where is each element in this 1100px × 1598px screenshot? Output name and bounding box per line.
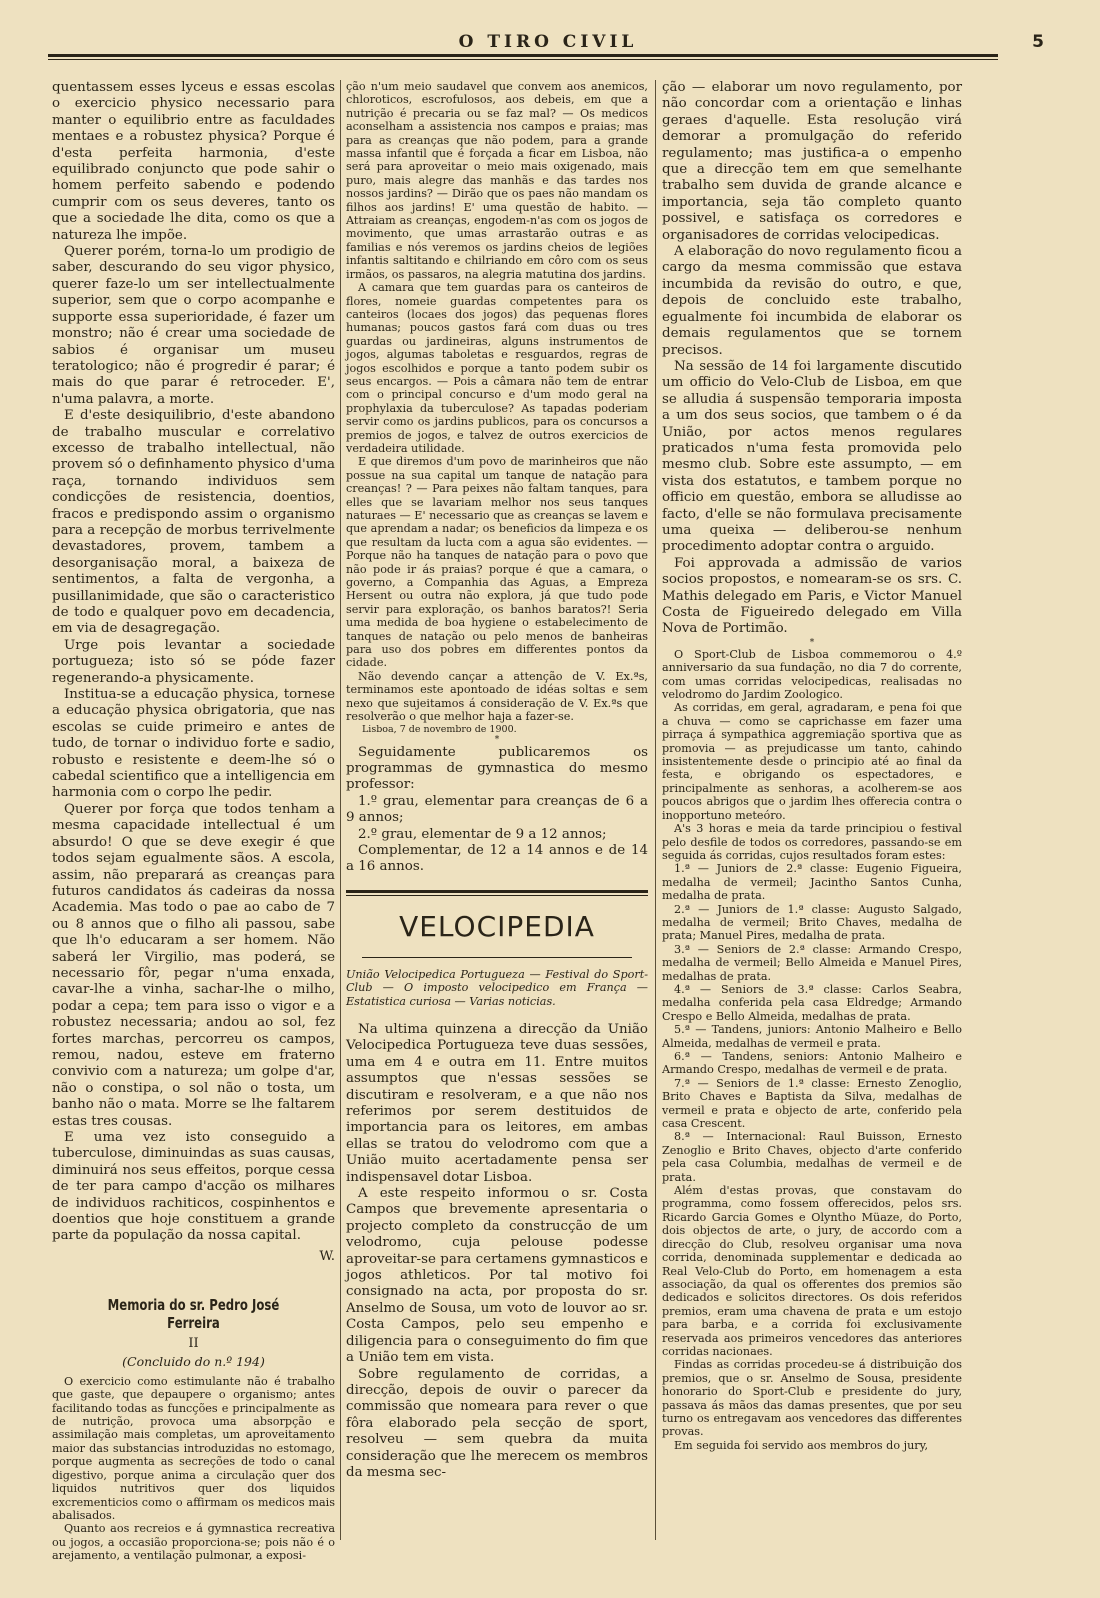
velocipedia-paragraph: ção — elaborar um novo regulamento, por não concordar com a orientação e linhas geraes d'aquelle. Esta resolução virá demorar a promulgação do referido regulamento; mas justifica-a o empenho que a direcção tem em que semelhante trabalho sem duvida de grande alcance e importancia, seja tão completo quanto possivel, e satisfaça os corredores e organisadores de corridas velocipedicas.	[662, 80, 962, 243]
schedule-intro: Seguidamente publicaremos os programmas de gymnastica do mesmo professor:	[346, 744, 648, 793]
sport-club-paragraph: Em seguida foi servido aos membros do jury,	[674, 1438, 929, 1452]
memoria-part-number: II	[188, 1335, 199, 1351]
masthead-rule-thick	[48, 54, 998, 57]
article-paragraph: quentassem esses lyceus e essas escolas o exercicio physico necessario para manter o equilibrio entre as faculdades mentaes e a robustez physica? Porque é d'esta perfeita harmonia, d'este equilibrado conjuncto que pode sahir o homem perfeito sabendo e podendo cumprir com os seus deveres, tanto os que a sociedade lhe dita, como os que a natureza lhe impõe.	[52, 80, 335, 243]
race-result: 2.ª — Juniors de 1.ª classe: Augusto Salgado, medalha de vermeil; Brito Chaves, medalha de prata; Manuel Pires, medalha de prata.	[662, 902, 962, 943]
article-paragraph: Querer por força que todos tenham a mesma capacidade intellectual é um absurdo! O que se deve exegir é que todos sejam egualmente sãos. A escola, assim, não preparará as creanças para futuros candidatos ás cadeiras da nossa Academia. Mas todo o pae ao cabo de 7 ou 8 annos que o filho ali passou, sabe que lh'o educaram a ser homem. Não saberá ler Virgilio, mas poderá, se necessario fôr, pegar n'uma enxada, cavar-lhe a vinha, sachar-lhe o milho, podar a cepa; tem para isso o vigor e a robustez necessaria; andou ao sol, fez fortes marchas, percorreu os campos, remou, nadou, esteve em fraterno convivio com a natureza; um golpe d'ar, não o constipa, o sol não o tosta, um banho não o mata. Morre se lhe faltarem estas tres cousas.	[52, 801, 335, 1129]
article-paragraph: E d'este desiquilibrio, d'este abandono de trabalho muscular e correlativo excesso de trabalho intellectual, não provem só o definhamento physico d'uma raça, tornando individuos sem condicções de resistencia, doentios, fracos e predispondo assim o organismo para a recepção de morbus terrivelmente devastadores, provem, tambem a desorganisação moral, a baixeza de sentimentos, a falta de vergonha, a pusillanimidade, que são o caracteristico de todo e qualquer povo em decadencia, em via de desagregação.	[52, 408, 335, 637]
masthead-rule-thin	[48, 59, 998, 60]
velocipedia-paragraph: Sobre regulamento de corridas, a direcção, depois de ouvir o parecer da commissão que nomeara para rever o que fôra elaborado pela secção de sport, resolveu — sem quebra da muita consideração que lhe merecem os membros da mesma sec-	[346, 1366, 648, 1480]
column-1	[52, 80, 335, 1563]
memoria-paragraph: O exercicio como estimulante não é trabalho que gaste, que depaupere o organismo; antes facilitando todas as funcções e principalmente as de nutrição, provoca uma absorpção e assimilação mais completas, um aproveitamento maior das substancias introduzidas no estomago, porque augmenta as secreções de todo o canal digestivo, porque anima a circulação quer dos liquidos nutritivos quer dos liquidos excrementicios como o affirmam os medicos mais abalisados.	[52, 1374, 335, 1522]
section-separator-star: *	[809, 637, 815, 648]
velocipedia-heading: VELOCIPEDIA	[399, 909, 595, 943]
article-paragraph: Institua-se a educação physica, tornese a educação physica obrigatoria, que nas escolas se cuide primeiro e antes de tudo, de tornar o individuo forte e sadio, robusto e resistente e deem-lhe só o cabedal scientifico que a intelligencia em harmonia com o corpo lhe pedir.	[52, 687, 335, 801]
masthead	[48, 30, 1048, 70]
page-number: 5	[1032, 32, 1044, 52]
race-result: 5.ª — Tandens, juniors: Antonio Malheiro e Bello Almeida, medalhas de vermeil e prata.	[662, 1023, 962, 1050]
memoria-paragraph: Quanto aos recreios e á gymnastica recreativa ou jogos, a occasião proporciona-se; pois não é o arejamento, a ventilação pulmonar, a exposi-	[52, 1522, 335, 1563]
memoria-continuation-note: (Concluido do n.º 194)	[122, 1353, 265, 1369]
sport-club-paragraph: Findas as corridas procedeu-se á distribuição dos premios, que o sr. Anselmo de Sousa, presidente honorario do Sport-Club e presidente do jury, passava ás mãos das damas presentes, que por seu turno os entregavam aos vencedores das differentes provas.	[662, 1358, 962, 1439]
column-3	[662, 80, 962, 1452]
schedule-item: 1.º grau, elementar para creanças de 6 a 9 annos;	[346, 793, 648, 826]
race-result: 3.ª — Seniors de 2.ª classe: Armando Crespo, medalha de vermeil; Bello Almeida e Manuel Pires, medalhas de prata.	[662, 942, 962, 983]
memoria-paragraph: E que diremos d'um povo de marinheiros que não possue na sua capital um tanque de natação para creanças! ? — Para peixes não faltam tanques, para elles que se lavariam melhor nos seus tanques naturaes — E' necessario que as creanças se lavem e que aprendam a nadar; os beneficios da limpeza e os que resultam da lucta com a agua são evidentes. — Porque não ha tanques de natação para o povo que não pode ir ás praias? porque é que a camara, o governo, a Companhia das Aguas, a Empreza Hersent ou outra não explora, já que tudo pode servir para exploração, os banhos baratos?! Seria uma medida de boa hygiene o estabelecimento de tanques de natação ou pelo menos de banheiras para uso dos pobres em differentes pontos da cidade.	[346, 455, 648, 670]
article-paragraph: E uma vez isto conseguido a tuberculose, diminuindas as suas causas, diminuirá nos seus effeitos, porque cessa de ter para campo d'acção os milhares de individuos rachiticos, cospinhentos e doentios que hoje constituem a grande parte da população da nossa capital.	[52, 1130, 335, 1244]
race-result: 7.ª — Seniors de 1.ª classe: Ernesto Zenoglio, Brito Chaves e Baptista da Silva, medalhas de vermeil e prata e objecto de arte, conferido pela casa Crescent.	[662, 1076, 962, 1131]
race-result: 1.ª — Juniors de 2.ª classe: Eugenio Figueira, medalha de vermeil; Jacintho Santos Cunha, medalha de prata.	[662, 862, 962, 903]
sport-club-paragraph: Além d'estas provas, que constavam do programma, como fossem offerecidos, pelos srs. Ricardo Garcia Gomes e Olyntho Müaze, do Porto, dois objectos de arte, o jury, de accordo com a direcção do Club, resolveu organisar uma nova corrida, denominada supplementar e dedicada ao Real Velo-Club do Porto, em homenagem a esta associação, da qual os offerentes dos premios são dedicados e solicitos directores. Os dois referidos premios, eram uma chavena de prata e um estojo para barba, e a corrida foi exclusivamente reservada aos primeiros vencedores das anteriores corridas nacionaes.	[662, 1184, 962, 1358]
schedule-item: 2.º grau, elementar de 9 a 12 annos;	[358, 826, 607, 842]
velocipedia-paragraph: Na sessão de 14 foi largamente discutido um officio do Velo-Club de Lisboa, em que se alludia á suspensão temporaria imposta a um dos seus socios, que tambem o é da União, por actos menos regulares praticados n'uma festa promovida pelo mesmo club. Sobre este assumpto, — em vista dos estatutos, e tambem porque no officio em questão, embora se alludisse ao facto, d'elle se não formulava precisamente uma queixa — deliberou-se nenhum procedimento adoptar contra o arguido.	[662, 358, 962, 555]
sport-club-paragraph: As corridas, em geral, agradaram, e pena foi que a chuva — como se caprichasse em fazer uma pirraça á sympathica aggremiação sportiva que as promovia — as prejudicasse um tanto, cahindo insistentemente desde o principio até ao final da festa, e obrigando os espectadores, e principalmente as senhoras, a acolherem-se aos poucos abrigos que o jardim lhes offerecia contra o inopportuno meteóro.	[662, 701, 962, 822]
author-signature: W.	[319, 1248, 335, 1264]
memoria-paragraph: ção n'um meio saudavel que convem aos anemicos, chloroticos, escrofulosos, aos debeis, em que a nutrição é precaria ou se faz mal? — Os medicos aconselham a assistencia nos campos e praias; mas para as creanças que não podem, para a grande massa infantil que é forçada a ficar em Lisboa, não será para aproveitar o meio mais oxigenado, mais puro, mais alegre das manhãs e das tardes nos nossos jardins? — Dirão que os paes não mandam os filhos aos jardins! E' uma questão de habito. — Attraiam as creanças, engodem-n'as com os jogos de movimento, que umas arrastarão outras e as familias e nós veremos os jardins cheios de legiões infantis saltitando e chilriando em côro com os seus irmãos, os passaros, na alegria matutina dos jardins.	[346, 80, 648, 281]
sport-club-paragraph: A's 3 horas e meia da tarde principiou o festival pelo desfile de todos os corredores, passando-se em seguida ás corridas, cujos resultados foram estes:	[662, 822, 962, 862]
race-result: 6.ª — Tandens, seniors: Antonio Malheiro e Armando Crespo, medalhas de vermeil e de prata.	[662, 1050, 962, 1077]
velocipedia-paragraph: A elaboração do novo regulamento ficou a cargo da mesma commissão que estava incumbida da revisão do outro, e que, depois de concluido este trabalho, egualmente foi incumbida de elaborar os demais regulamentos que se tornem precisos.	[662, 244, 962, 358]
section-rule-thin	[346, 895, 648, 896]
dateline: Lisboa, 7 de novembro de 1900.	[362, 723, 517, 735]
velocipedia-paragraph: Foi approvada a admissão de varios socios propostos, e nomearam-se os srs. C. Mathis delegado em Paris, e Victor Manuel Costa de Figueiredo delegado em Villa Nova de Portimão.	[662, 555, 962, 637]
velocipedia-paragraph: A este respeito informou o sr. Costa Campos que brevemente apresentaria o projecto completo da construcção de um velodromo, cuja pelouse podesse aproveitar-se para certamens gymnasticos e jogos athleticos. Por tal motivo foi consignado na acta, por proposta do sr. Anselmo de Sousa, um voto de louvor ao sr. Costa Campos, pelo seu empenho e diligencia para o conseguimento do fim que a União tem em vista.	[346, 1186, 648, 1366]
publication-title: O TIRO CIVIL	[458, 32, 638, 52]
article-paragraph: Querer porém, torna-lo um prodigio de saber, descurando do seu vigor physico, querer faze-lo um ser intellectualmente superior, sem que o corpo acompanhe e supporte essa superioridade, é fazer um monstro; não é crear uma sociedade de sabios é organisar um museu teratologico; não é progredir é parar; é mais do que parar é retroceder. E', n'uma palavra, a morte.	[52, 244, 335, 407]
section-separator-star: *	[494, 734, 500, 745]
section-rule-short	[362, 957, 632, 958]
memoria-paragraph: Não devendo cançar a attenção de V. Ex.ªs, terminamos este apontoado de idéas soltas e sem nexo que sujeitamos á consideração de V. Ex.ªs que resolverão o que melhor haja a fazer-se.	[346, 669, 648, 724]
column-divider-1	[340, 80, 341, 1540]
section-rule-thick	[346, 890, 648, 893]
velocipedia-summary: União Velocipedica Portugueza — Festival do Sport-Club — O imposto velocipedico em França — Estatistica curiosa — Varias noticias.	[346, 967, 648, 1008]
memoria-heading: Memoria do sr. Pedro José Ferreira	[107, 1295, 280, 1332]
velocipedia-paragraph: Na ultima quinzena a direcção da União Velocipedica Portugueza teve duas sessões, uma em 4 e outra em 11. Entre muitos assumptos que n'essas sessões se discutiram e resolveram, e a que não nos referimos por serem destituidos de importancia para os leitores, em ambas ellas se tratou do velodromo com que a União muito acertadamente pensa ser indispensavel dotar Lisboa.	[346, 1021, 648, 1185]
race-result: 4.ª — Seniors de 3.ª classe: Carlos Seabra, medalha conferida pela casa Eldredge; Armando Crespo e Bello Almeida, medalhas de prata.	[662, 982, 962, 1023]
memoria-paragraph: A camara que tem guardas para os canteiros de flores, nomeie guardas competentes para os canteiros (locaes dos jogos) das pequenas flores humanas; poucos gastos fará com duas ou tres guardas ou jardineiras, alguns instrumentos de jogos, algumas taboletas e resguardos, regras de jogos escolhidos e porque a tanto podem subir os seus encargos. — Pois a câmara não tem de entrar com o principal concurso e d'um modo geral na prophylaxia da tuberculose? As tapadas poderiam servir como os jardins publicos, para os concursos a premios de jogos, e talvez de outros exercicios de verdadeira utilidade.	[346, 281, 648, 455]
race-result: 8.ª — Internacional: Raul Buisson, Ernesto Zenoglio e Brito Chaves, objecto d'arte conferido pela casa Columbia, medalhas de vermeil e de prata.	[662, 1130, 962, 1184]
article-paragraph: Urge pois levantar a sociedade portugueza; isto só se póde fazer regenerando-a physicamente.	[52, 637, 335, 686]
column-divider-2	[655, 80, 656, 1540]
column-2	[346, 80, 648, 1481]
sport-club-paragraph: O Sport-Club de Lisboa commemorou o 4.º anniversario da sua fundação, no dia 7 do corrente, com umas corridas velocipedicas, realisadas no velodromo do Jardim Zoologico.	[662, 647, 962, 702]
schedule-item: Complementar, de 12 a 14 annos e de 14 a 16 annos.	[346, 842, 648, 875]
